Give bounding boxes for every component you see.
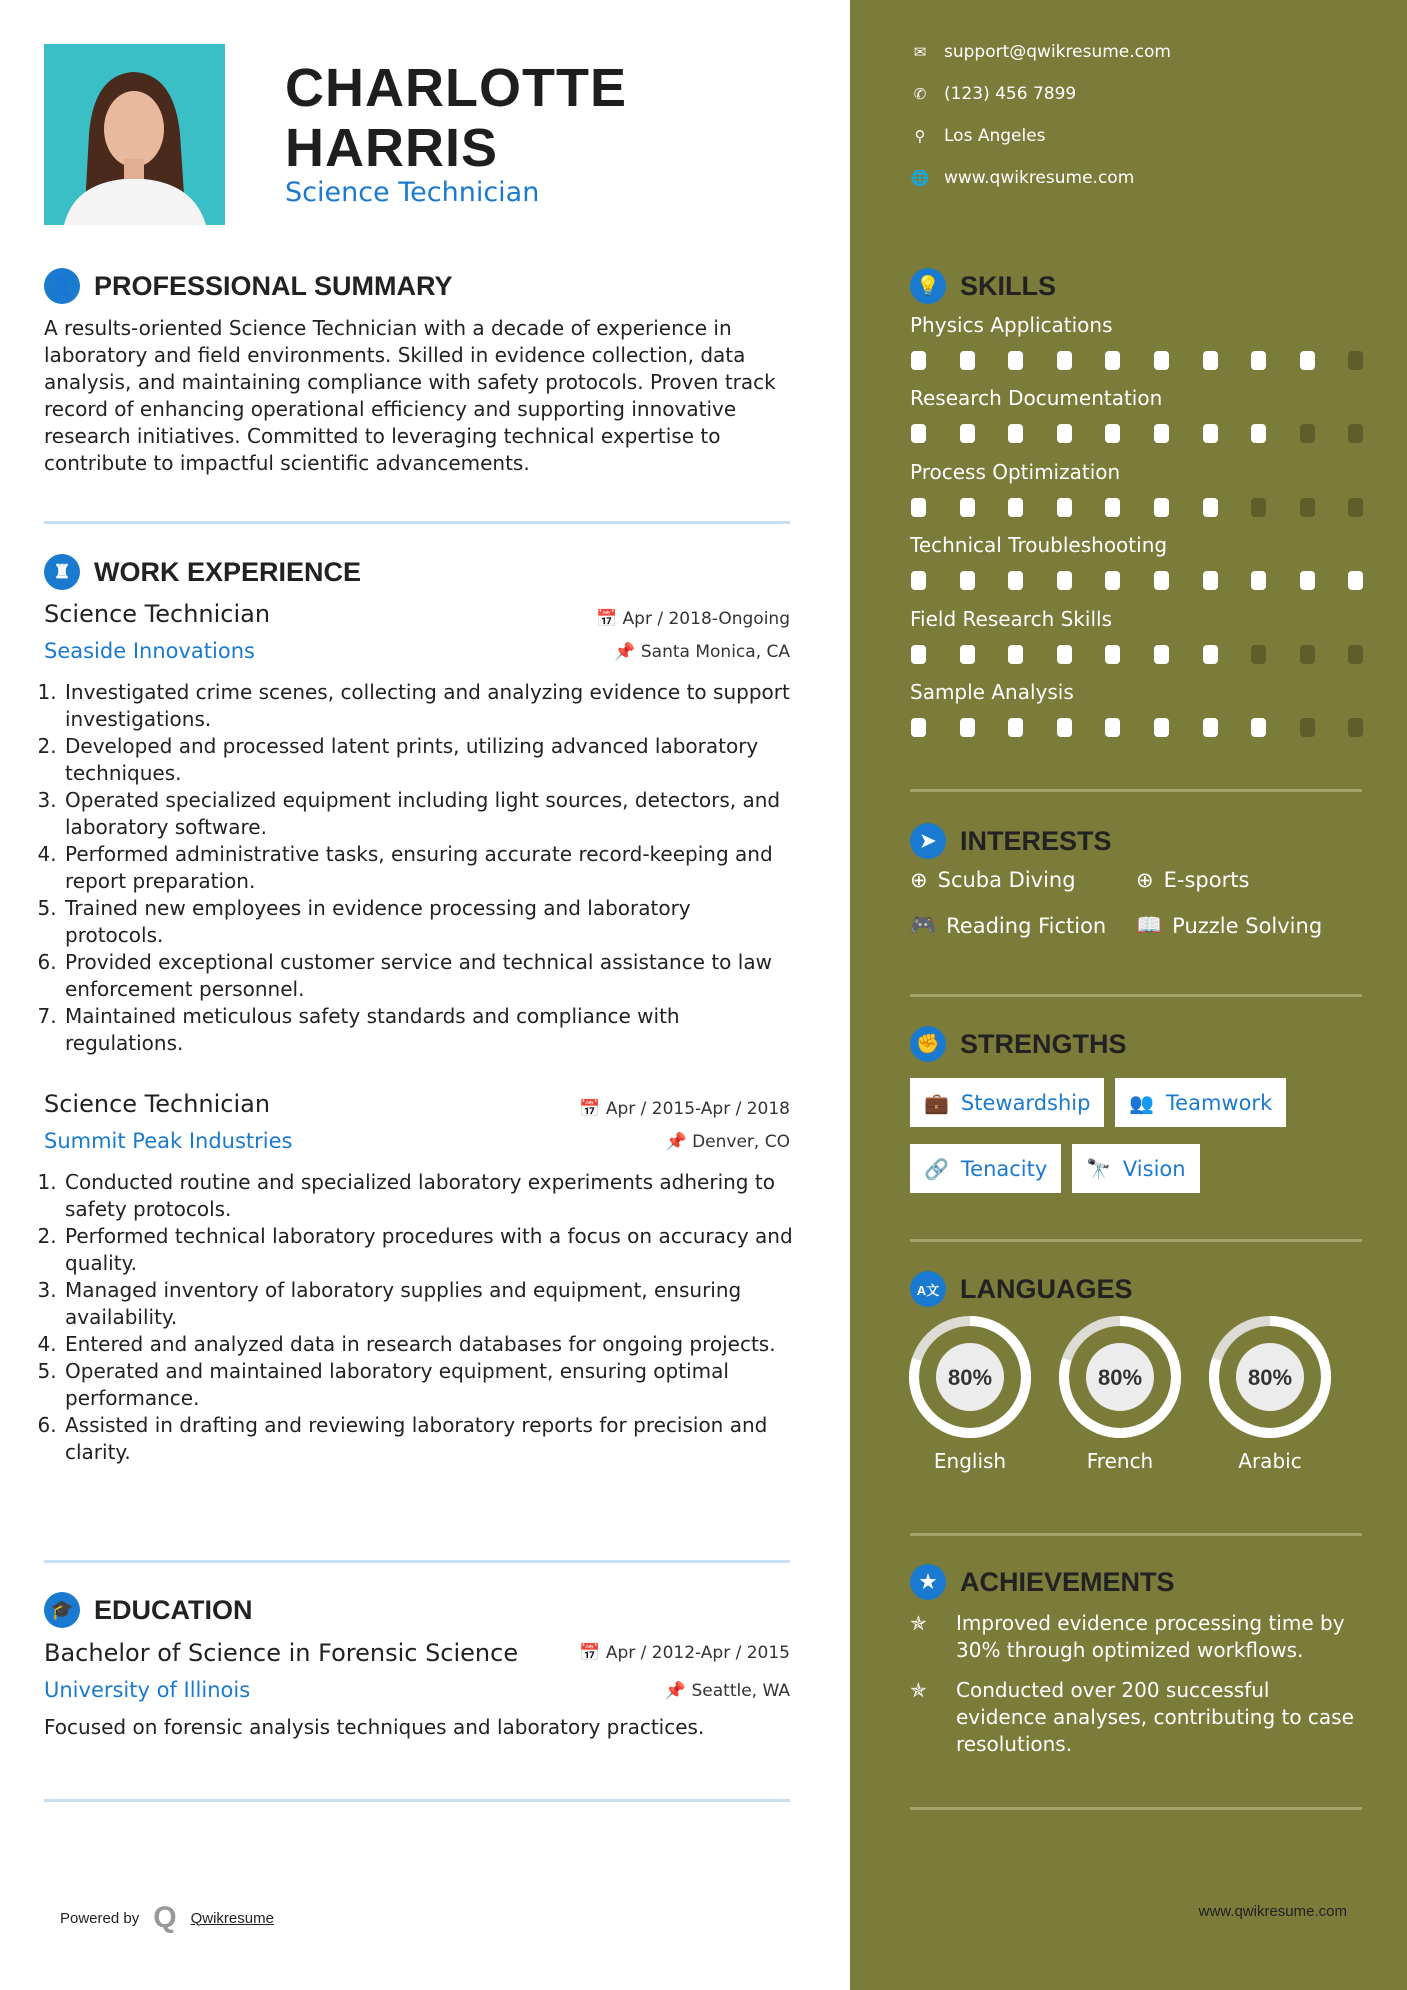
powered-by-text: Powered by (60, 1909, 140, 1927)
skill-dot (960, 718, 975, 737)
skill-dot (1057, 718, 1072, 737)
skill-dot (1008, 645, 1023, 664)
duty-item: 1. Conducted routine and specialized laboratory experiments adhering to safety protocols. (63, 1169, 794, 1223)
interest-item (1136, 913, 1322, 938)
heading-text: PROFESSIONAL SUMMARY (94, 270, 453, 301)
skill-dot (1105, 424, 1120, 443)
skill-dot (1105, 718, 1120, 737)
duty-item: 1. Investigated crime scenes, collecting and analyzing evidence to support investigations. (63, 679, 794, 733)
chair-icon: ♜ (44, 554, 80, 590)
map-marker-icon: ⚲ (914, 127, 926, 145)
skill-dot (1105, 498, 1120, 517)
skill-dot (1008, 424, 1023, 443)
summary-text: A results-oriented Science Technician with a decade of experience in laboratory and field environments. Skilled in evidence collection, data analysis, and maintaining compliance with safety protocols. Proven track record of enhancing operational efficiency and supporting innovative research initiatives. Committed to leveraging technical expertise to contribute to impactful scientific advancements. (44, 316, 776, 475)
job-date (579, 1099, 790, 1119)
skill-dot (1154, 571, 1169, 590)
duty-item: 4. Performed administrative tasks, ensuring accurate record-keeping and report preparation. (63, 841, 794, 895)
skill-dot (1008, 571, 1023, 590)
language-item (905, 1315, 1035, 1473)
achievement-text: Improved evidence processing time by 30% through optimized workflows. (956, 1611, 1345, 1662)
skill-dot (1203, 571, 1218, 590)
duty-item: 5. Trained new employees in evidence processing and laboratory protocols. (63, 895, 794, 949)
education-heading (44, 1592, 253, 1628)
skill-dot (1348, 571, 1363, 590)
language-ring (905, 1315, 1035, 1439)
powered-by (60, 1901, 274, 1935)
skill-dot (1300, 424, 1315, 443)
duty-item: 2. Performed technical laboratory procedures with a focus on accuracy and quality. (63, 1223, 794, 1277)
job-date (596, 609, 790, 629)
duty-item: 6. Provided exceptional customer service and technical assistance to law enforcement personnel. (63, 949, 794, 1003)
job-company: Summit Peak Industries (44, 1129, 293, 1153)
qwikresume-logo-icon: Q (153, 1901, 177, 1934)
interest-label: E-sports (1163, 868, 1250, 892)
skill-dot (960, 571, 975, 590)
email-text: support@qwikresume.com (944, 42, 1171, 62)
language-ring (1205, 1315, 1335, 1439)
contact-email[interactable] (910, 42, 1171, 62)
envelope-icon: ✉ (913, 43, 927, 61)
interest-label: Reading Fiction (946, 913, 1107, 938)
skill-level (911, 718, 1363, 737)
phone-text: (123) 456 7899 (944, 84, 1077, 104)
language-item (1055, 1315, 1185, 1473)
skill-dot (1300, 351, 1315, 370)
skill-dot (960, 645, 975, 664)
skill-dot (1300, 571, 1315, 590)
strength-chip (1072, 1144, 1200, 1193)
duty-item: 6. Assisted in drafting and reviewing laboratory reports for precision and clarity. (63, 1412, 794, 1466)
duty-item: 3. Operated specialized equipment including light sources, detectors, and laboratory software. (63, 787, 794, 841)
skill-name: Sample Analysis (910, 680, 1074, 704)
skill-dot (1251, 571, 1266, 590)
skill-dot (1154, 645, 1169, 664)
strength-chip (910, 1078, 1104, 1127)
language-name: French (1086, 1449, 1154, 1473)
languages-heading (910, 1271, 1133, 1307)
language-name: Arabic (1238, 1449, 1302, 1473)
job-location (614, 642, 790, 662)
skill-level (911, 424, 1363, 443)
degree: Bachelor of Science in Forensic Science (44, 1639, 519, 1667)
strength-chip (1115, 1078, 1286, 1127)
contact-website[interactable] (910, 168, 1134, 188)
skill-name: Physics Applications (910, 313, 1113, 337)
link-icon: 🔗 (924, 1156, 949, 1181)
user-icon: 👤 (44, 268, 80, 304)
star-icon: ✯ (910, 1678, 927, 1702)
duty-item: 5. Operated and maintained laboratory equipment, ensuring optimal performance. (63, 1358, 794, 1412)
pin-icon: 📌 (664, 1681, 692, 1701)
skill-dot (1057, 498, 1072, 517)
strength-label: Stewardship (960, 1090, 1091, 1115)
candidate-name (285, 58, 627, 178)
skill-dot (1057, 571, 1072, 590)
skill-dot (1008, 498, 1023, 517)
achievement-item (910, 1677, 1360, 1758)
globe-icon: 🌐 (910, 169, 930, 187)
heading-text: WORK EXPERIENCE (94, 556, 362, 587)
skill-dot (1203, 351, 1218, 370)
interest-label: Puzzle Solving (1172, 913, 1323, 938)
location-text: Santa Monica, CA (640, 642, 790, 662)
heading-text: ACHIEVEMENTS (960, 1566, 1175, 1597)
job-role: Science Technician (44, 600, 271, 628)
skill-dot (911, 498, 926, 517)
profile-photo (44, 44, 225, 225)
footer-website: www.qwikresume.com (1198, 1903, 1347, 1920)
skill-dot (1203, 718, 1218, 737)
heading-text: LANGUAGES (960, 1273, 1133, 1304)
heading-text: EDUCATION (94, 1594, 253, 1625)
skill-dot (960, 424, 975, 443)
duty-item: 7. Maintained meticulous safety standards and compliance with regulations. (63, 1003, 794, 1057)
divider (910, 994, 1362, 997)
strengths-heading (910, 1026, 1127, 1062)
languages-list (905, 1315, 1335, 1473)
interest-item (910, 913, 1106, 938)
language-percent: 80% (1097, 1365, 1143, 1390)
gamepad-icon: 🎮 (910, 913, 937, 937)
skill-name: Technical Troubleshooting (910, 533, 1168, 558)
skill-dot (1348, 351, 1363, 370)
skill-name: Field Research Skills (910, 606, 1112, 631)
edu-description: Focused on forensic analysis techniques and laboratory practices. (44, 1715, 705, 1739)
skill-dot (1203, 645, 1218, 664)
skill-dot (1057, 424, 1072, 443)
skill-dot (1057, 645, 1072, 664)
skill-dot (1105, 571, 1120, 590)
work-heading (44, 554, 361, 590)
job-role: Science Technician (44, 1090, 271, 1118)
interests-heading (910, 823, 1112, 859)
strength-label: Vision (1122, 1156, 1186, 1181)
contact-phone (910, 84, 1076, 104)
skill-dot (911, 424, 926, 443)
divider (910, 789, 1362, 792)
skill-dot (1008, 718, 1023, 737)
school: University of Illinois (44, 1678, 251, 1702)
language-name: English (933, 1449, 1007, 1473)
skill-dot (1251, 718, 1266, 737)
divider (44, 521, 790, 524)
job-duties (44, 1169, 794, 1466)
divider (44, 1799, 790, 1802)
skill-dot (1251, 645, 1266, 664)
skill-dot (1105, 351, 1120, 370)
skill-level (911, 571, 1363, 590)
last-name: HARRIS (285, 118, 499, 178)
job-duties (44, 679, 794, 1057)
skill-dot (960, 498, 975, 517)
edu-date (579, 1643, 790, 1663)
duty-item: 3. Managed inventory of laboratory supplies and equipment, ensuring availability. (63, 1277, 794, 1331)
date-text: Apr / 2012-Apr / 2015 (605, 1643, 790, 1663)
skills-heading (910, 268, 1056, 304)
strength-label: Teamwork (1165, 1090, 1273, 1115)
heading-text: SKILLS (960, 270, 1057, 301)
skill-dot (911, 351, 926, 370)
job-company: Seaside Innovations (44, 639, 255, 663)
users-icon: 👥 (1129, 1090, 1154, 1115)
skill-name: Process Optimization (910, 459, 1121, 484)
heading-text: INTERESTS (960, 825, 1112, 856)
skill-dot (1203, 498, 1218, 517)
divider (910, 1533, 1362, 1536)
edu-location (665, 1681, 790, 1701)
skill-name: Research Documentation (910, 386, 1163, 411)
skill-dot (1300, 645, 1315, 664)
pin-icon: 📌 (665, 1132, 693, 1152)
skill-dot (1251, 424, 1266, 443)
star-icon: ✯ (910, 1611, 927, 1635)
interest-item (1136, 868, 1249, 892)
paper-plane-icon: ➤ (910, 823, 946, 859)
skill-dot (1105, 645, 1120, 664)
skill-dot (1348, 718, 1363, 737)
skill-dot (1203, 424, 1218, 443)
location-text: Denver, CO (692, 1132, 790, 1152)
achievement-item (910, 1610, 1360, 1664)
date-text: Apr / 2018-Ongoing (622, 609, 790, 629)
lifebuoy-icon: ⊕ (1136, 868, 1154, 892)
contact-location (910, 126, 1046, 146)
location-text: Los Angeles (944, 126, 1046, 146)
lifebuoy-icon: ⊕ (910, 868, 928, 892)
fist-icon: ✊ (910, 1026, 946, 1062)
skill-dot (1154, 424, 1169, 443)
job-title: Science Technician (285, 177, 540, 208)
briefcase-icon: 💼 (924, 1090, 949, 1115)
skill-dot (1300, 718, 1315, 737)
interest-label: Scuba Diving (937, 868, 1076, 892)
skill-dot (1251, 351, 1266, 370)
heading-text: STRENGTHS (960, 1028, 1127, 1059)
calendar-icon: 📅 (595, 609, 623, 629)
achievements-heading (910, 1564, 1175, 1600)
job-location (666, 1132, 790, 1152)
interest-item (910, 868, 1076, 892)
calendar-icon: 📅 (579, 1099, 606, 1119)
qwikresume-link[interactable]: Qwikresume (190, 1909, 274, 1927)
language-percent: 80% (947, 1365, 993, 1390)
date-text: Apr / 2015-Apr / 2018 (605, 1099, 790, 1119)
graduate-icon: 🎓 (44, 1592, 80, 1628)
phone-icon: ✆ (913, 85, 927, 103)
skill-dot (960, 351, 975, 370)
website-text: www.qwikresume.com (944, 168, 1135, 188)
language-icon: A文 (910, 1271, 946, 1307)
language-percent: 80% (1247, 1365, 1293, 1390)
skill-dot (1348, 645, 1363, 664)
strength-chip (910, 1144, 1061, 1193)
skill-dot (1348, 424, 1363, 443)
strength-label: Tenacity (960, 1156, 1048, 1181)
skill-dot (1057, 351, 1072, 370)
summary-heading (44, 268, 453, 304)
duty-item: 4. Entered and analyzed data in research databases for ongoing projects. (63, 1331, 794, 1358)
lightbulb-icon: 💡 (910, 268, 946, 304)
skill-level (911, 645, 1363, 664)
language-ring (1055, 1315, 1185, 1439)
language-item (1205, 1315, 1335, 1473)
pin-icon: 📌 (614, 642, 641, 662)
binoculars-icon: 🔭 (1086, 1156, 1111, 1181)
skill-dot (1154, 718, 1169, 737)
skill-level (911, 351, 1363, 370)
divider (910, 1807, 1362, 1810)
skill-dot (1008, 351, 1023, 370)
divider (44, 1560, 790, 1563)
achievement-text: Conducted over 200 successful evidence analyses, contributing to case resolutions. (956, 1678, 1354, 1756)
skill-dot (911, 718, 926, 737)
duty-item: 2. Developed and processed latent prints, utilizing advanced laboratory techniques. (63, 733, 794, 787)
skill-dot (1300, 498, 1315, 517)
skill-dot (911, 571, 926, 590)
divider (910, 1239, 1362, 1242)
book-icon: 📖 (1136, 913, 1163, 937)
skill-level (911, 498, 1363, 517)
location-text: Seattle, WA (691, 1681, 790, 1701)
skill-dot (1154, 351, 1169, 370)
skill-dot (1251, 498, 1266, 517)
star-badge-icon: ★ (910, 1564, 946, 1600)
calendar-icon: 📅 (579, 1643, 606, 1663)
skill-dot (911, 645, 926, 664)
skill-dot (1348, 498, 1363, 517)
skill-dot (1154, 498, 1169, 517)
first-name: CHARLOTTE (285, 58, 627, 118)
